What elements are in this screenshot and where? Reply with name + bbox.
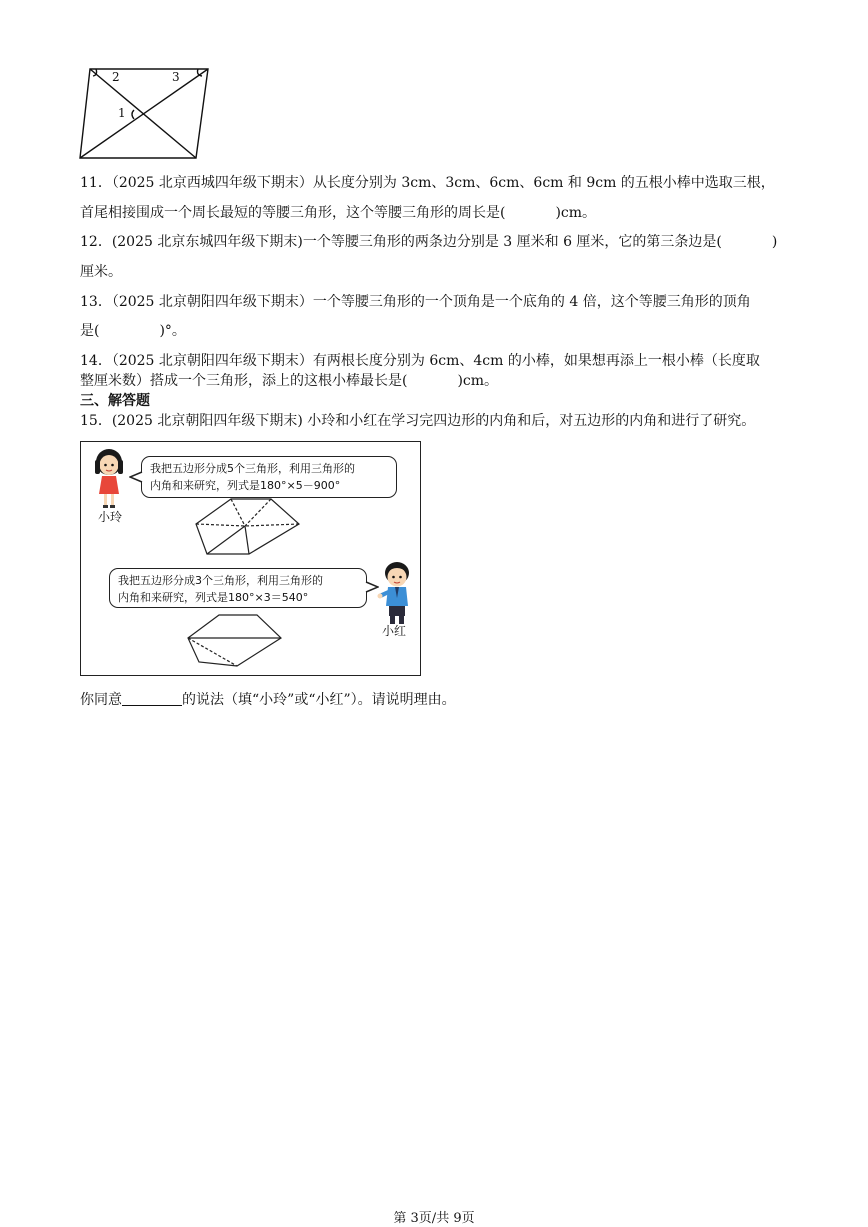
q11-line1: 11．（2025 北京西城四年级下期末）从长度分别为 3cm、3cm、6cm、6cm 和 9cm 的五根小棒中选取三根， [80, 175, 775, 191]
q14-line2 [80, 371, 498, 391]
q14-line2-pre: 整厘米数）搭成一个三角形，添上的这根小棒最长是( [80, 373, 408, 389]
q12-line1-pre: 12．(2025 北京东城四年级下期末)一个等腰三角形的两条边分别是 3 厘米和 6 厘米，它的第三条边是( [80, 234, 722, 250]
girl-name-label: 小玲 [98, 510, 123, 524]
boy-bubble-line2: 内角和来研究，列式是180°×3＝540° [118, 591, 309, 604]
page-footer: 第 3页/共 9页 [393, 1211, 475, 1226]
q11-line2 [80, 203, 596, 223]
q15-answer-pre: 你同意 [80, 692, 122, 708]
angle-arc-1 [132, 110, 134, 119]
q12-line1-post: ) [771, 234, 778, 250]
diagonal-2 [80, 69, 208, 158]
angle-label-1: 1 [118, 106, 126, 120]
section-heading: 三、解答题 [80, 393, 150, 409]
boy-bubble-line1: 我把五边形分成3个三角形，利用三角形的 [118, 574, 323, 587]
pentagon-three-triangles [185, 612, 285, 670]
girl-speech-bubble [141, 456, 397, 498]
q14-line1: 14．（2025 北京朝阳四年级下期末）有两根长度分别为 6cm、4cm 的小棒，如果想再添上一根小棒（长度取 [80, 353, 760, 369]
girl-bubble-line1: 我把五边形分成5个三角形，利用三角形的 [150, 462, 355, 475]
q13-line2-post: )°。 [159, 323, 186, 339]
q11-line2-pre: 首尾相接围成一个周长最短的等腰三角形，这个等腰三角形的周长是( [80, 205, 506, 221]
q12-line2: 厘米。 [80, 264, 122, 280]
angle-arc-3 [198, 69, 203, 76]
q15-answer-post: 的说法（填“小玲”或“小红”）。请说明理由。 [182, 692, 456, 708]
q15-figure-box [80, 441, 421, 676]
angle-label-3: 3 [172, 70, 180, 84]
parallelogram-figure [78, 66, 212, 162]
girl-bubble-tail [129, 470, 143, 484]
q15-text: 15．(2025 北京朝阳四年级下期末) 小玲和小红在学习完四边形的内角和后，对五边形的内角和进行了研究。 [80, 413, 756, 429]
boy-character-icon [377, 560, 417, 626]
girl-character-icon [91, 448, 127, 510]
q12-line1 [80, 232, 777, 252]
boy-bubble-tail [365, 580, 379, 594]
q13-line2-pre: 是( [80, 323, 100, 339]
q11-line2-post: )cm。 [555, 205, 597, 221]
girl-bubble-line2: 内角和来研究，列式是180°×5－900° [150, 479, 341, 492]
q13-line2 [80, 321, 186, 341]
boy-speech-bubble [109, 568, 367, 608]
angle-label-2: 2 [112, 70, 120, 84]
q15-answer-blank[interactable] [122, 691, 182, 706]
q13-line1: 13．（2025 北京朝阳四年级下期末）一个等腰三角形的一个顶角是一个底角的 4 倍，这个等腰三角形的顶角 [80, 294, 751, 310]
q14-line2-post: )cm。 [457, 373, 499, 389]
pentagon-five-triangles [193, 496, 303, 558]
q15-answer-line [80, 690, 456, 710]
boy-name-label: 小红 [382, 624, 407, 638]
